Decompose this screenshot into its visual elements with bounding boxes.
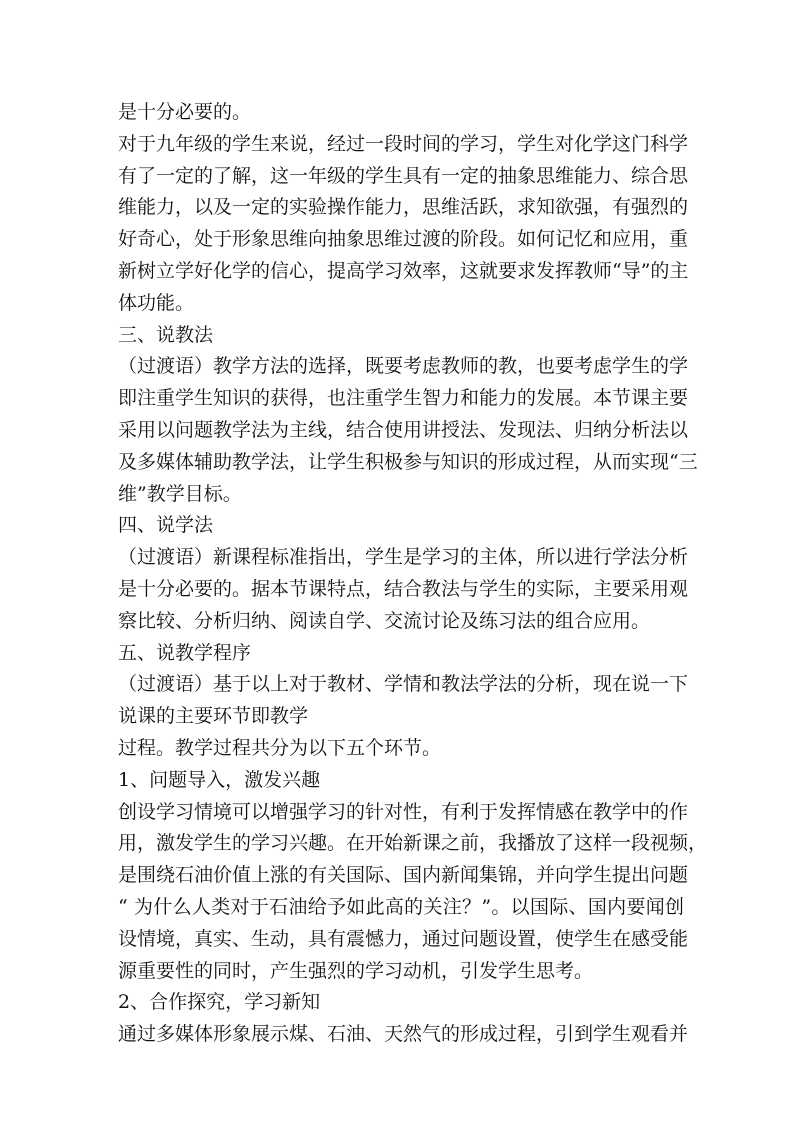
text-line: 用，激发学生的学习兴趣。在开始新课之前，我播放了这样一段视频，: [118, 832, 708, 855]
text-line: 新树立学好化学的信心，提高学习效率，这就要求发挥教师“导”的主: [118, 259, 689, 282]
text-line: 是十分必要的。: [118, 101, 252, 123]
text-line: “ 为什么人类对于石油给予如此高的关注？”。以国际、国内要闻创: [118, 895, 684, 918]
text-line: （过渡语）教学方法的选择，既要考虑教师的教，也要考虑学生的学: [118, 355, 689, 378]
text-line: 及多媒体辅助教学法，让学生积极参与知识的形成过程，从而实现“三: [118, 450, 698, 473]
text-line: 有了一定的了解，这一年级的学生具有一定的抽象思维能力、综合思: [118, 164, 689, 187]
text-line: （过渡语）基于以上对于教材、学情和教法学法的分析，现在说一下: [118, 673, 689, 696]
text-line: 1、问题导入，激发兴趣: [118, 768, 321, 791]
text-line: 体功能。: [118, 291, 195, 314]
text-line: 三、说教法: [118, 323, 214, 346]
document-page: [118, 97, 708, 1051]
text-line: 说课的主要环节即教学: [118, 705, 309, 728]
text-line: 察比较、分析归纳、阅读自学、交流讨论及练习法的组合应用。: [118, 609, 651, 632]
text-line: 即注重学生知识的获得，也注重学生智力和能力的发展。本节课主要: [118, 387, 689, 410]
text-line: 五、说教学程序: [118, 641, 252, 664]
text-line: 采用以问题教学法为主线，结合使用讲授法、发现法、归纳分析法以: [118, 418, 689, 441]
text-line: 创设学习情境可以增强学习的针对性，有利于发挥情感在教学中的作: [118, 800, 689, 823]
text-line: （过渡语）新课程标准指出，学生是学习的主体，所以进行学法分析: [118, 546, 689, 569]
text-line: 2、合作探究，学习新知: [118, 991, 321, 1014]
text-line: 是围绕石油价值上涨的有关国际、国内新闻集锦，并向学生提出问题: [118, 864, 689, 887]
text-line: 维能力，以及一定的实验操作能力，思维活跃，求知欲强，有强烈的: [118, 196, 689, 219]
text-line: 是十分必要的。据本节课特点，结合教法与学生的实际，主要采用观: [118, 577, 689, 600]
text-line: 好奇心，处于形象思维向抽象思维过渡的阶段。如何记忆和应用，重: [118, 228, 689, 251]
text-line: 对于九年级的学生来说，经过一段时间的学习，学生对化学这门科学: [118, 132, 689, 155]
text-line: 源重要性的同时，产生强烈的学习动机，引发学生思考。: [118, 959, 594, 982]
text-line: 通过多媒体形象展示煤、石油、天然气的形成过程，引到学生观看并: [118, 1023, 689, 1046]
text-line: 设情境，真实、生动，具有震憾力，通过问题设置，使学生在感受能: [118, 927, 689, 950]
text-line: 四、说学法: [118, 514, 214, 537]
text-line: 维”教学目标。: [118, 482, 242, 505]
text-line: 过程。教学过程共分为以下五个环节。: [118, 736, 442, 759]
